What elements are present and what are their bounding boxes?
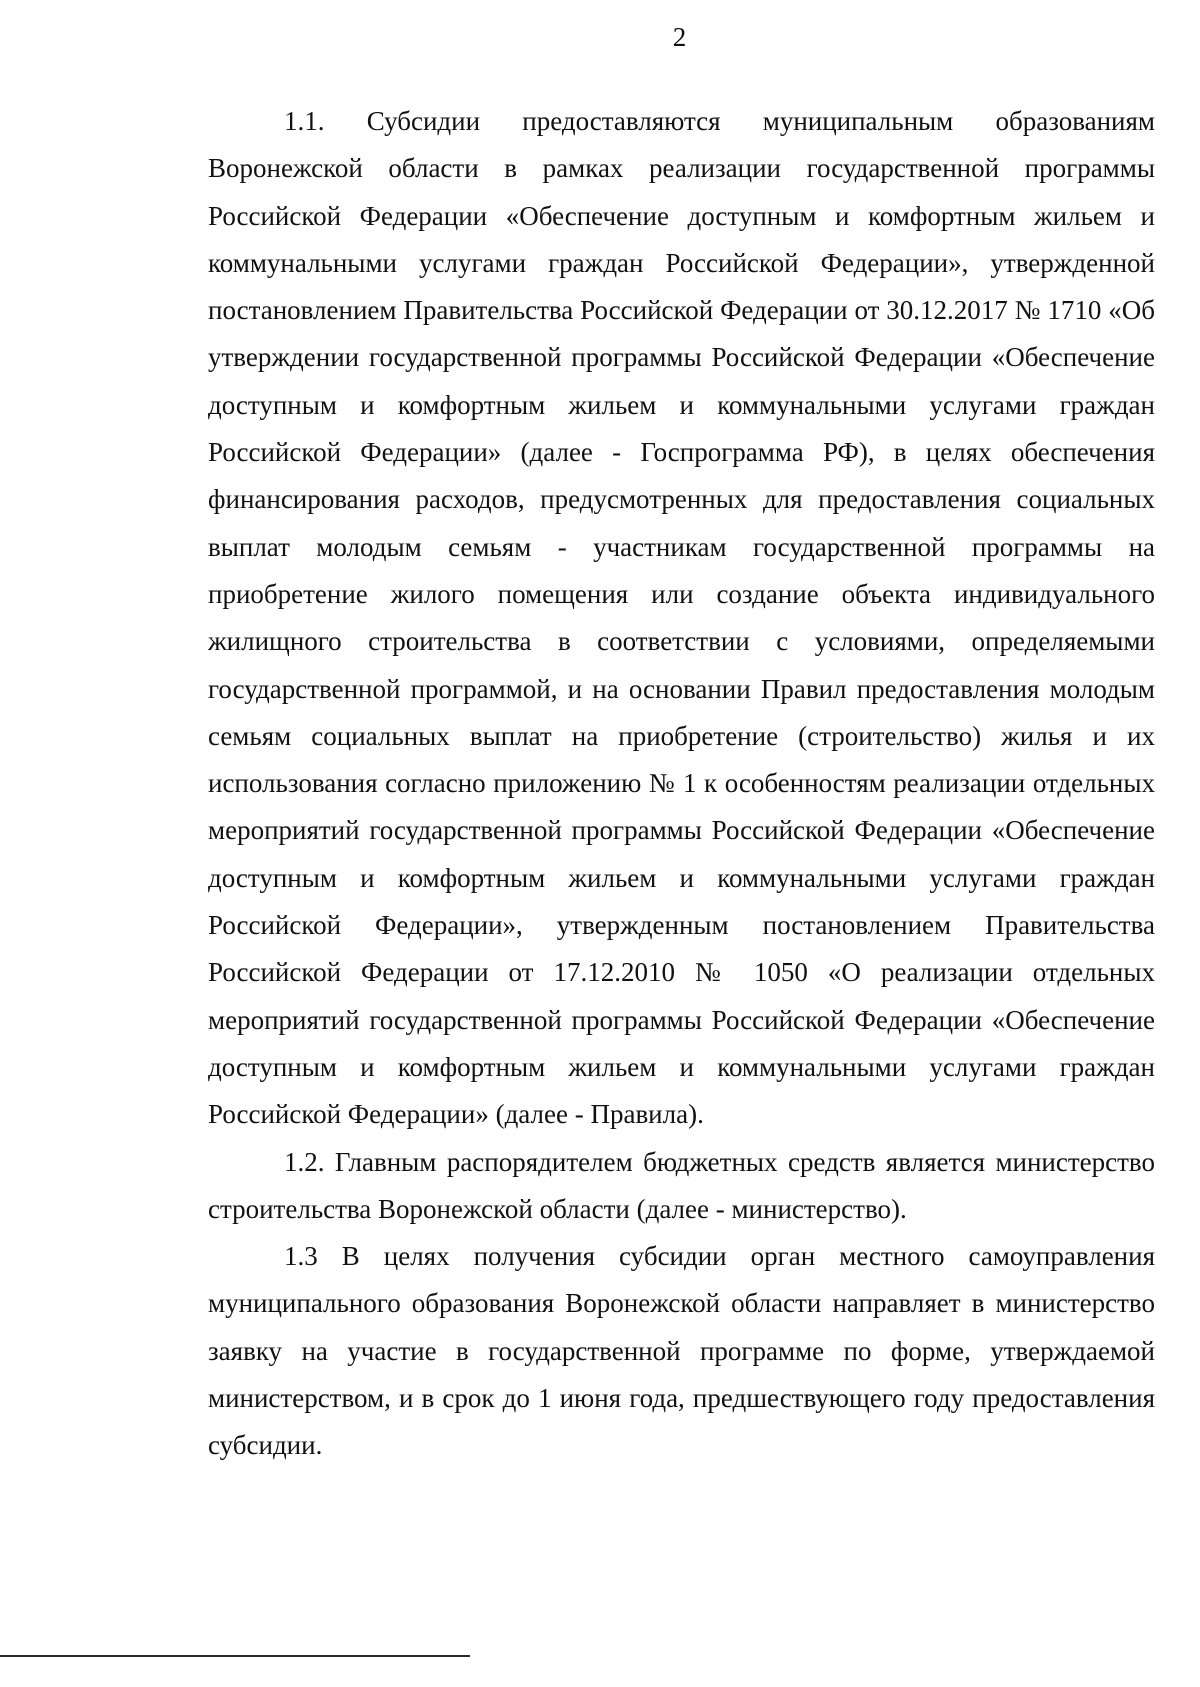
footer-rule — [0, 1655, 470, 1657]
paragraph-1-3: 1.3 В целях получения субсидии орган местного самоуправления муниципального образования Воронежской области направляет в министерство заявку на участие в государственной программе по форме, утверждаемой министерством, и в срок до 1 июня года, предшествующего году предоставления субсидии. — [208, 1241, 1155, 1461]
page-number: 2 — [672, 22, 687, 52]
paragraph-1-1: 1.1. Субсидии предоставляются муниципальным образованиям Воронежской области в рамках реализации государственной программы Российской Федерации «Обеспечение доступным и комфортным жильем и коммунальными услугами граждан Российской Федерации», утвержденной постановлением Правительства Российской Федерации от 30.12.2017 № 1710 «Об утверждении государственной программы Российской Федерации «Обеспечение доступным и комфортным жильем и коммунальными услугами граждан Российской Федерации» (далее - Госпрограмма РФ), в целях обеспечения финансирования расходов, предусмотренных для предоставления социальных выплат молодым семьям - участникам государственной программы на приобретение жилого помещения или создание объекта индивидуального жилищного строительства в соответствии с условиями, определяемыми государственной программой, и на основании Правил предоставления молодым семьям социальных выплат на приобретение (строительство) жилья и их использования согласно приложению № 1 к особенностям реализации отдельных мероприятий государственной программы Российской Федерации «Обеспечение доступным и комфортным жильем и коммунальными услугами граждан Российской Федерации», утвержденным постановлением Правительства Российской Федерации от 17.12.2010 № 1050 «О реализации отдельных мероприятий государственной программы Российской Федерации «Обеспечение доступным и комфортным жильем и коммунальными услугами граждан Российской Федерации» (далее - Правила). — [208, 106, 1155, 1130]
document-body — [208, 98, 1155, 1470]
paragraph-1-2: 1.2. Главным распорядителем бюджетных средств является министерство строительства Воронежской области (далее - министерство). — [208, 1146, 1155, 1224]
